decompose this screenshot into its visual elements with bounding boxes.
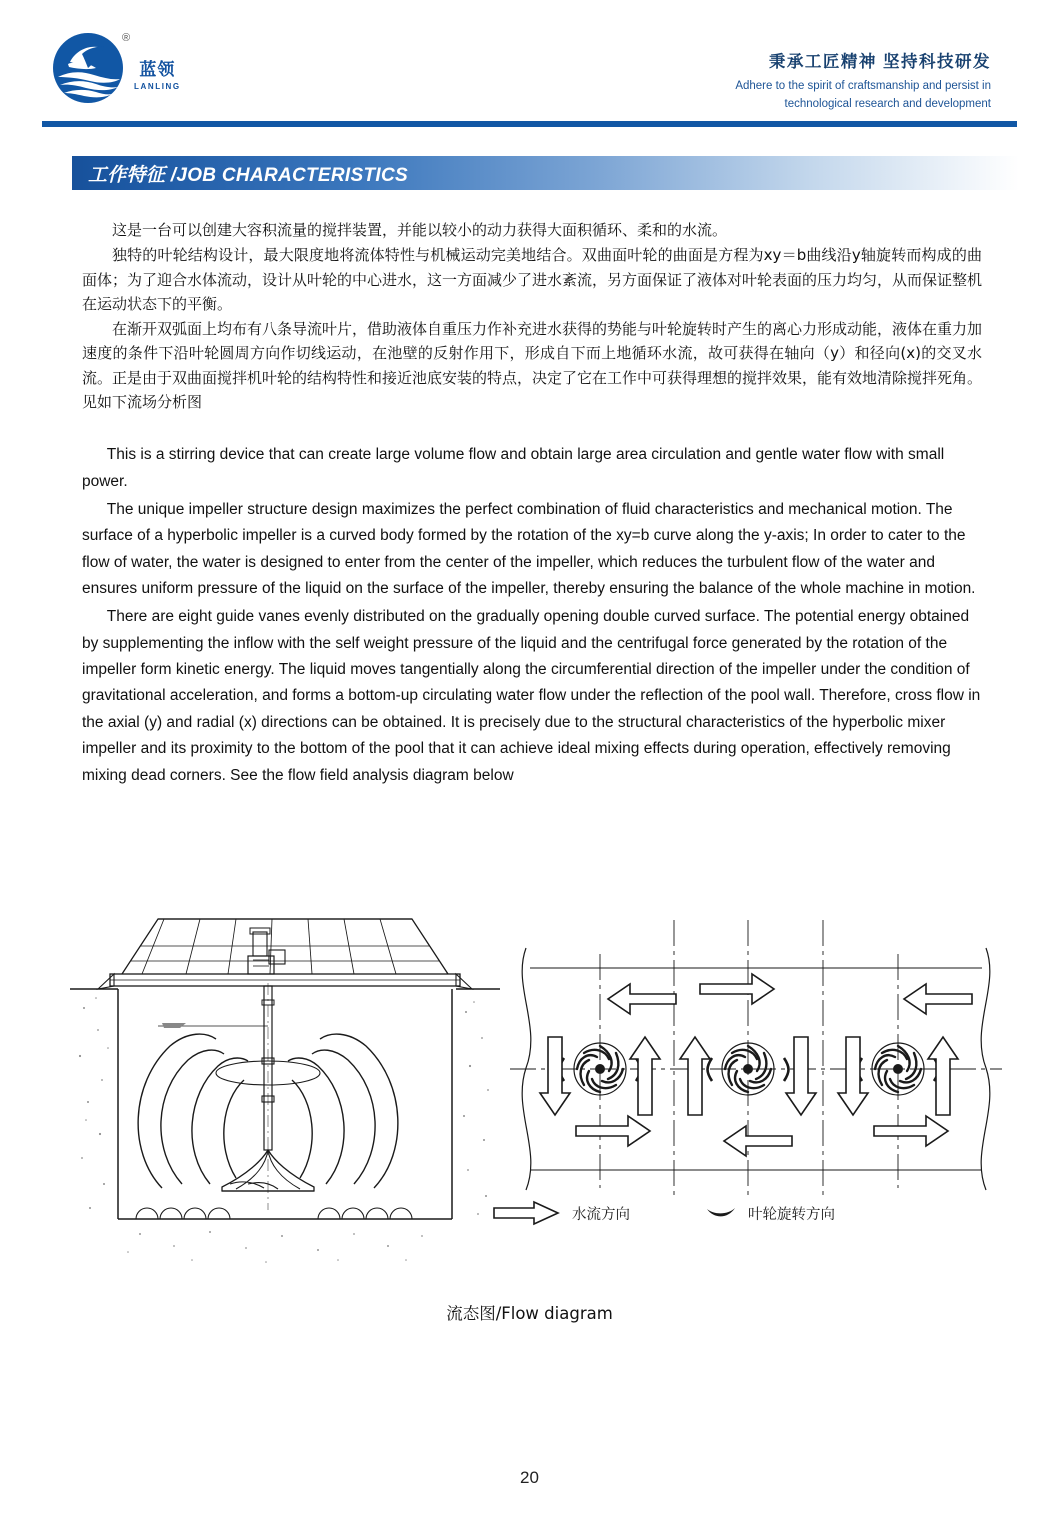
legend-item-flow-direction <box>490 1199 630 1227</box>
impeller-plan-flow-diagram <box>490 898 1020 1208</box>
slogan-en-line1: Adhere to the spirit of craftsmanship and persist in <box>735 80 991 93</box>
header-divider <box>42 121 1017 127</box>
legend-item-rotation-direction <box>704 1202 835 1224</box>
tank-cross-section-diagram <box>70 888 500 1278</box>
chinese-text-block <box>82 218 982 414</box>
english-text-block <box>82 442 982 788</box>
figure-caption: 流态图/Flow diagram <box>446 1304 613 1323</box>
company-logo <box>52 32 181 104</box>
cn-paragraph: 这是一台可以创建大容积流量的搅拌装置，并能以较小的动力获得大面积循环、柔和的水流。 <box>112 221 728 239</box>
page-content <box>82 218 982 791</box>
logo-name-en: LANLING <box>134 82 181 92</box>
rotation-arc-icon <box>704 1202 738 1224</box>
page-header <box>0 0 1059 130</box>
en-paragraph: The unique impeller structure design maximizes the perfect combination of fluid characteristics and mechanical motion. The surface of a hyperbolic impeller is a curved body formed by the rotation of the xy=b curve along the y-axis; In order to cater to the flow of water, the water is designed to enter from the center of the impeller, which reduces the turbulent flow of the water and ensures uniform pressure of the liquid on the surface of the impeller, thereby ensuring the balance of the whole machine in motion. <box>82 501 976 598</box>
en-paragraph: This is a stirring device that can create large volume flow and obtain large area circulation and gentle water flow with small power. <box>82 446 945 490</box>
cn-paragraph: 独特的叶轮结构设计，最大限度地将流体特性与机械运动完美地结合。双曲面叶轮的曲面是方程为xy＝b曲线沿y轴旋转而构成的曲面体；为了迎合水体流动，设计从叶轮的中心进水，这一方面减少了进水紊流，另方面保证了液体对叶轮表面的压力均匀，从而保证整机在运动状态下的平衡。 <box>82 246 983 313</box>
legend-label-flow-direction: 水流方向 <box>572 1206 630 1223</box>
en-paragraph: There are eight guide vanes evenly distributed on the gradually opening double curved surface. The potential energy obtained by supplementing the inflow with the self weight pressure of the liquid and the centrifugal force generated by the rotation of the impeller form kinetic energy. The liquid moves tangentially along the circumferential direction of the impeller under the condition of gravitational acceleration, and forms a bottom-up circulating water flow under the reflection of the pool wall. Therefore, cross flow in the axial (y) and radial (x) directions can be obtained. It is precisely due to the structural characteristics of the hyperbolic mixer impeller and its proximity to the bottom of the pool that it can achieve ideal mixing effects during operation, effectively removing mixing dead corners. See the flow field analysis diagram below <box>82 608 981 784</box>
figure-area <box>60 888 1020 1288</box>
page-number: 20 <box>520 1468 539 1487</box>
bird-wave-logo-icon <box>52 32 124 104</box>
section-title-text: 工作特征 /JOB CHARACTERISTICS <box>88 164 408 186</box>
flow-arrow-icon <box>490 1199 562 1227</box>
legend-label-rotation-direction: 叶轮旋转方向 <box>748 1206 835 1223</box>
slogan-cn: 秉承工匠精神 坚持科技研发 <box>768 53 991 71</box>
cn-paragraph: 在渐开双弧面上均布有八条导流叶片，借助液体自重压力作补充进水获得的势能与叶轮旋转时产生的离心力形成动能，液体在重力加速度的条件下沿叶轮圆周方向作切线运动，在池壁的反射作用下，形成自下而上地循环水流，故可获得在轴向（y）和径向(x)的交叉水流。正是由于双曲面搅拌机叶轮的结构特性和接近池底安装的特点，决定了它在工作中可获得理想的搅拌效果，能有效地清除搅拌死角。见如下流场分析图 <box>82 320 983 412</box>
header-slogan <box>735 52 991 113</box>
section-title-bar <box>72 156 1019 190</box>
logo-name-cn: 蓝领 <box>139 59 176 79</box>
slogan-en-line2: technological research and development <box>784 97 991 110</box>
figure-legend <box>490 1188 1020 1238</box>
registered-trademark-icon: ® <box>122 32 131 44</box>
